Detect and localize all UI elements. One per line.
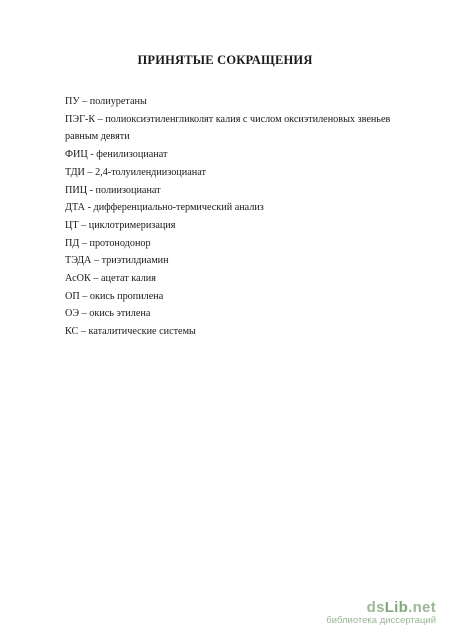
abbreviation-item: ДТА - дифференциально-термический анализ xyxy=(65,202,264,214)
abbreviation-item: ТДИ – 2,4-толуилендиизоцианат xyxy=(65,166,206,178)
abbreviation-item: ОП – окись пропилена xyxy=(65,290,164,302)
abbreviation-item: КС – каталитические системы xyxy=(65,326,196,338)
abbreviation-item: ПД – протонодонор xyxy=(65,237,151,249)
abbreviation-item: ПИЦ - полиизоцианат xyxy=(65,184,161,196)
watermark-logo-text xyxy=(296,599,436,616)
watermark-logo-lib: Lib xyxy=(384,599,409,616)
abbreviation-item: ОЭ – окись этилена xyxy=(65,308,151,320)
abbreviation-item: ЦТ – циклотримеризация xyxy=(65,219,176,231)
abbreviation-item: ФИЦ - фенилизоцианат xyxy=(65,149,168,161)
abbreviation-item: ПУ – полиуретаны xyxy=(65,96,147,107)
abbreviation-item: АсОК – ацетат калия xyxy=(65,273,156,285)
abbreviation-item-continuation: равным девяти xyxy=(65,131,130,143)
abbreviation-item: ТЭДА – триэтилдиамин xyxy=(65,255,169,267)
watermark-logo-net: .net xyxy=(408,599,436,616)
watermark-logo-ds: ds xyxy=(366,599,385,616)
page-title: ПРИНЯТЫЕ СОКРАЩЕНИЯ xyxy=(137,53,313,67)
abbreviation-item: ПЭГ-К – полиоксиэтиленгликолят калия с числом оксиэтиленовых звеньев xyxy=(65,113,391,125)
abbreviation-list xyxy=(65,93,405,341)
watermark-subtitle: библиотека диссертаций xyxy=(326,615,436,626)
watermark-logo[interactable] xyxy=(296,599,436,626)
